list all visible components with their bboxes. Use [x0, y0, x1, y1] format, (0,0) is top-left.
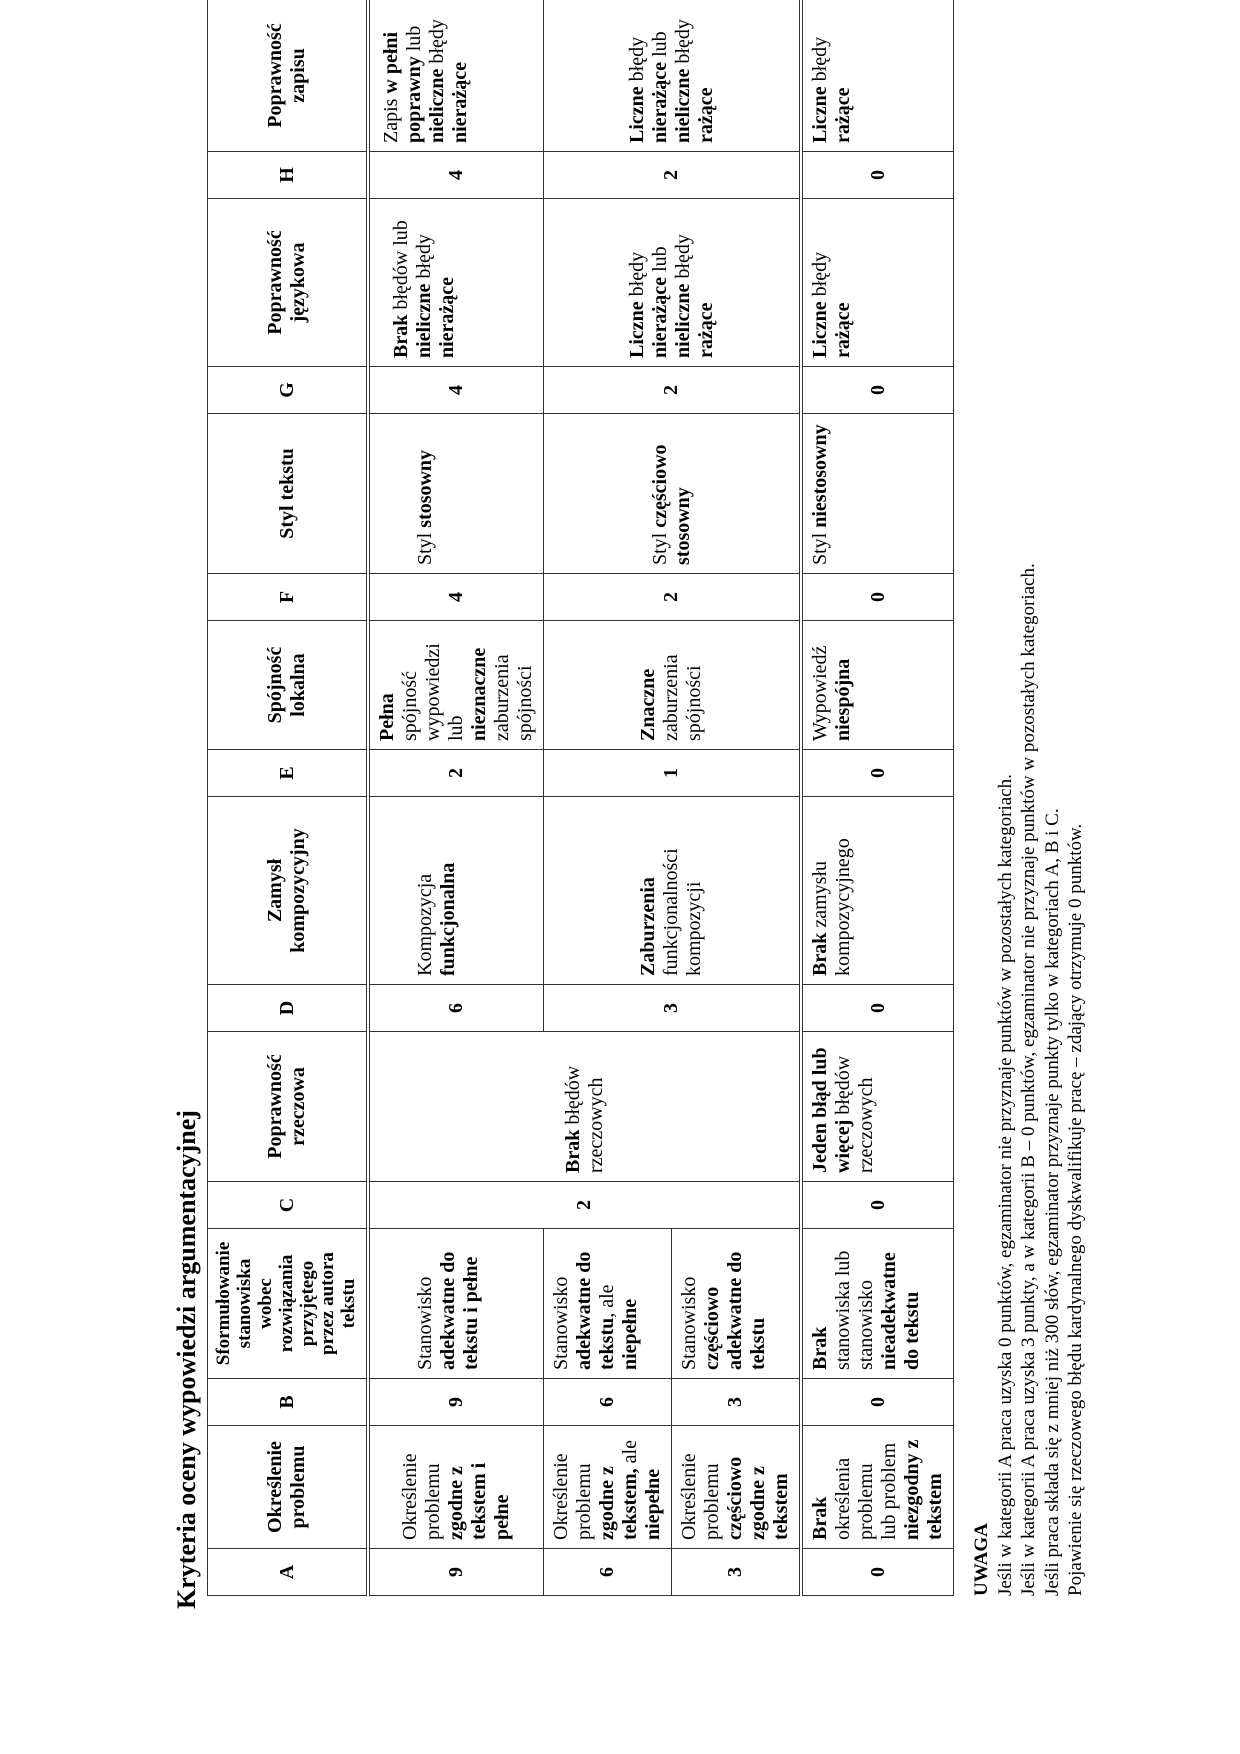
c-points: 2 — [368, 1182, 801, 1229]
note-item: Jeśli w kategorii A praca uzyska 3 punkty, a w kategorii B – 0 punktów, egzaminator nie przyznaje punktów w pozostałych kategoriach. — [1018, 563, 1039, 1596]
h-description: Liczne błędy rażące — [801, 0, 954, 152]
a-points: 9 — [368, 1549, 544, 1596]
f-points: 2 — [544, 574, 802, 621]
e-description: Znaczne zaburzenia spójności — [544, 621, 802, 750]
header-h: H — [208, 152, 369, 199]
c-description: Jeden błąd lub więcej błędów rzeczowych — [801, 1032, 954, 1182]
header-h-label: Poprawność zapisu — [208, 0, 369, 152]
header-d: D — [208, 985, 369, 1032]
f-description: Styl częściowo stosowny — [544, 414, 802, 574]
header-row — [208, 0, 369, 1596]
a-description: Brak określenia problemu lub problem niezgodny z tekstem — [801, 1426, 954, 1549]
a-points: 0 — [801, 1549, 954, 1596]
notes-section — [970, 563, 1088, 1596]
header-d-label: Zamysł kompozycyjny — [208, 797, 369, 985]
header-f-label: Styl tekstu — [208, 414, 369, 574]
notes-heading: UWAGA — [971, 1523, 992, 1596]
f-description: Styl niestosowny — [801, 414, 954, 574]
a-description: Określenie problemu częściowo zgodne z tekstem — [672, 1426, 802, 1549]
b-points: 0 — [801, 1379, 954, 1426]
a-points: 3 — [672, 1549, 802, 1596]
d-description: Brak zamysłu kompozycyjnego — [801, 797, 954, 985]
e-description: Pełna spójność wypowiedzi lub nieznaczne zaburzenia spójności — [368, 621, 544, 750]
note-item: Pojawienie się rzeczowego błędu kardynalnego dyskwalifikuje pracę – zdający otrzymuje 0 punktów. — [1065, 823, 1086, 1596]
b-points: 9 — [368, 1379, 544, 1426]
a-description: Określenie problemu zgodne z tekstem, ale niepełne — [544, 1426, 672, 1549]
header-a-label: Określenie problemu — [208, 1426, 369, 1549]
h-description: Zapis w pełni poprawny lub nieliczne błędy nierażące — [368, 0, 544, 152]
header-c-label: Poprawność rzeczowa — [208, 1032, 369, 1182]
notes-list — [994, 563, 1088, 1596]
table-row — [544, 0, 672, 1596]
table-row — [368, 0, 544, 1596]
header-g-label: Poprawność językowa — [208, 199, 369, 367]
header-c: C — [208, 1182, 369, 1229]
g-description: Liczne błędy rażące — [801, 199, 954, 367]
b-description: Brak stanowiska lub stanowisko nieadekwatne do tekstu — [801, 1229, 954, 1379]
note-item: Jeśli praca składa się z mniej niż 300 słów, egzaminator przyznaje punkty tylko w kategoriach A, B i C. — [1041, 808, 1063, 1596]
header-e: E — [208, 750, 369, 797]
d-points: 0 — [801, 985, 954, 1032]
h-points: 2 — [544, 152, 802, 199]
f-description: Styl stosowny — [368, 414, 544, 574]
g-description: Liczne błędy nierażące lub nieliczne błędy rażące — [544, 199, 802, 367]
page-title: Kryteria oceny wypowiedzi argumentacyjnej — [172, 1110, 201, 1609]
f-points: 0 — [801, 574, 954, 621]
g-points: 4 — [368, 367, 544, 414]
e-points: 2 — [368, 750, 544, 797]
header-b: B — [208, 1379, 369, 1426]
b-description: Stanowisko adekwatne do tekstu i pełne — [368, 1229, 544, 1379]
a-points: 6 — [544, 1549, 672, 1596]
header-g: G — [208, 367, 369, 414]
h-points: 0 — [801, 152, 954, 199]
header-a: A — [208, 1549, 369, 1596]
b-description: Stanowisko adekwatne do tekstu, ale niepełne — [544, 1229, 672, 1379]
h-points: 4 — [368, 152, 544, 199]
b-points: 6 — [544, 1379, 672, 1426]
b-description: Stanowisko częściowo adekwatne do tekstu — [672, 1229, 802, 1379]
g-points: 0 — [801, 367, 954, 414]
d-points: 6 — [368, 985, 544, 1032]
d-description: Zaburzenia funkcjonalności kompozycji — [544, 797, 802, 985]
criteria-table — [207, 0, 954, 1596]
header-e-label: Spójność lokalna — [208, 621, 369, 750]
e-points: 1 — [544, 750, 802, 797]
f-points: 4 — [368, 574, 544, 621]
c-points: 0 — [801, 1182, 954, 1229]
g-description: Brak błędów lub nieliczne błędy nierażące — [368, 199, 544, 367]
note-item: Jeśli w kategorii A praca uzyska 0 punktów, egzaminator nie przyznaje punktów w pozostałych kategoriach. — [994, 774, 1016, 1596]
b-points: 3 — [672, 1379, 802, 1426]
e-points: 0 — [801, 750, 954, 797]
d-points: 3 — [544, 985, 802, 1032]
a-description: Określenie problemu zgodne z tekstem i pełne — [368, 1426, 544, 1549]
header-f: F — [208, 574, 369, 621]
header-b-label: Sformułowanie stanowiska wobec rozwiązania przyjętego przez autora tekstu — [208, 1229, 369, 1379]
e-description: Wypowiedź niespójna — [801, 621, 954, 750]
c-description: Brak błędów rzeczowych — [368, 1032, 801, 1182]
d-description: Kompozycja funkcjonalna — [368, 797, 544, 985]
h-description: Liczne błędy nierażące lub nieliczne błędy rażące — [544, 0, 802, 152]
g-points: 2 — [544, 367, 802, 414]
table-row — [801, 0, 954, 1596]
